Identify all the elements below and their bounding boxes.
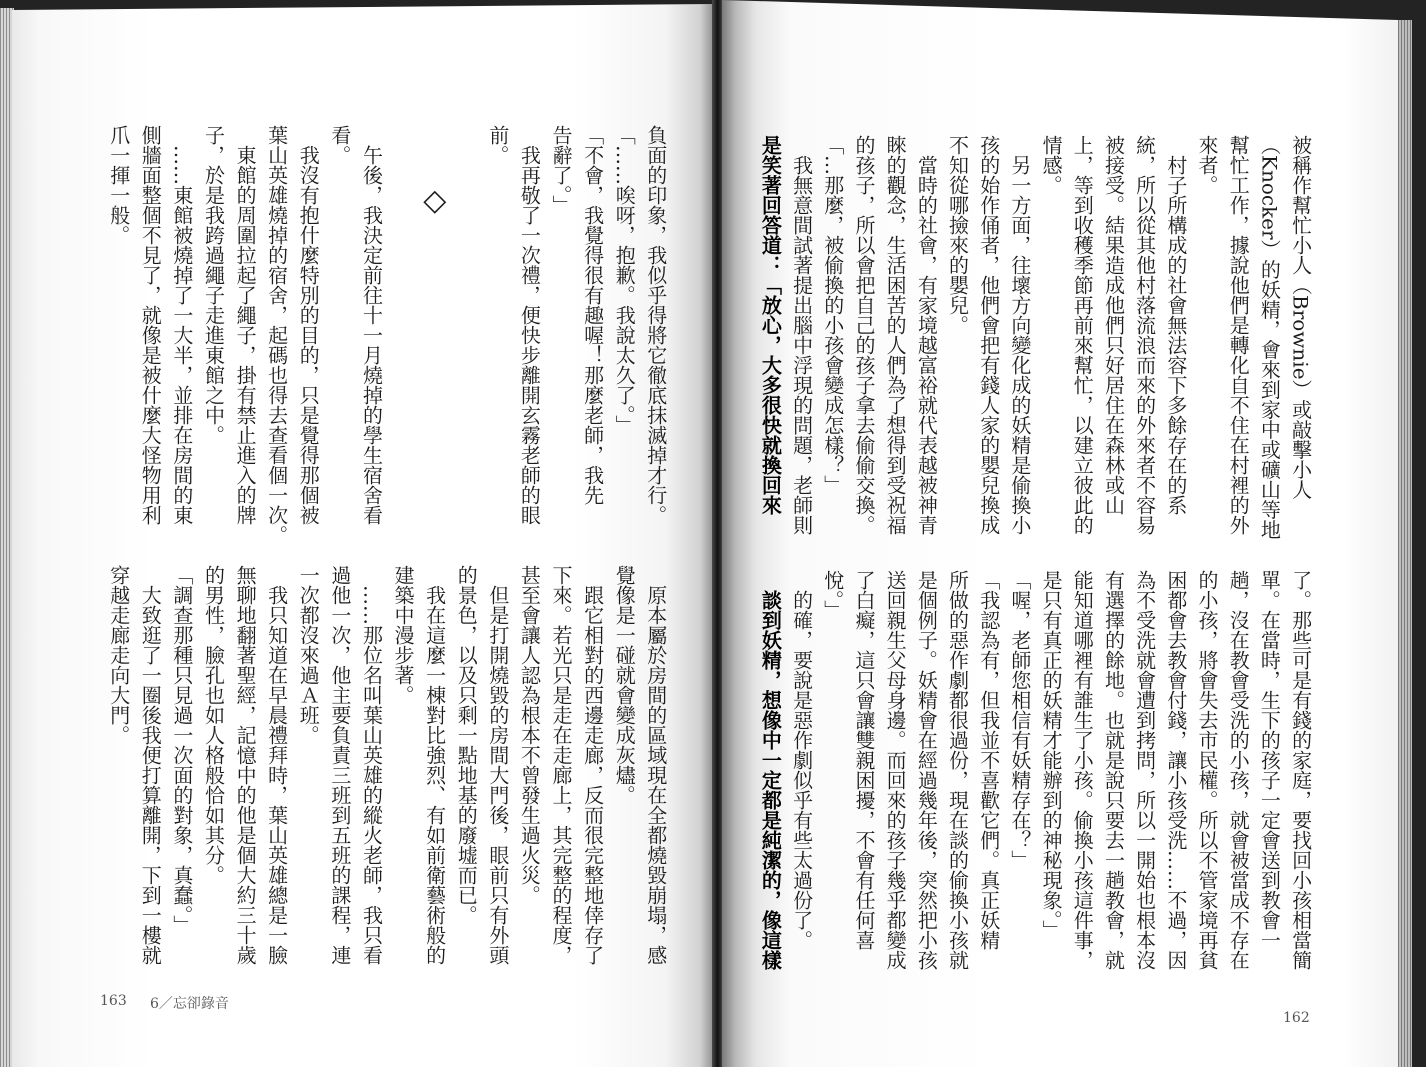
text-column: 談到妖精，想像中一定都是純潔的，像這樣 [758,590,783,970]
text-column: 我無意間試著提出腦中浮現的問題，老師則 [789,155,814,535]
text-column: 情感。 [1039,135,1064,195]
text-column: 的男性，臉孔也如人格般恰如其分。 [201,565,226,885]
text-column: 悅。」 [820,570,845,620]
text-column: 葉山英雄燒掉的宿舍，起碼也得去查看個一次。 [264,125,289,545]
page-number-left: 163 [100,993,127,1009]
text-column: 無聊地翻著聖經，記憶中的他是個大約三十歲 [233,565,258,965]
text-column: 當時的社會，有家境越富裕就代表越被神青 [914,155,939,535]
right-page-lower-text [754,570,1316,990]
text-column: 東館的周圍拉起了繩子，掛有禁止進入的牌 [233,145,258,525]
text-column: 的小孩，將會失去市民權。所以不管家境再貧 [1195,570,1220,970]
text-column: 大致逛了一圈後我便打算離開，下到一樓就 [138,585,163,965]
text-column: 穿越走廊走向大門。 [106,565,131,745]
text-column: 「我認為有，但我並不喜歡它們。真正妖精 [976,570,1001,950]
text-column: 過他一次，他主要負責三班到五班的課程，連 [327,565,352,965]
text-column: 午後，我決定前往十一月燒掉的學生宿舍看 [359,145,384,525]
text-column: 不知從哪撿來的嬰兒。 [945,135,970,335]
left-page-lower-text [102,565,671,985]
text-column: 「不會，我覺得很有趣喔！那麼老師，我先 [580,125,605,505]
text-column: 了。那些可是有錢的家庭，要找回小孩相當簡 [1288,570,1313,970]
text-column: 上，等到收穫季節再前來幫忙，以建立彼此的 [1070,135,1095,535]
text-column: 被接受。結果造成他們只好居住在森林或山 [1101,135,1126,515]
text-column: 被稱作幫忙小人（Brownie）或敲擊小人 [1288,135,1313,500]
page-stack-edge-left [0,8,14,1067]
text-column: 側牆面整個不見了，就像是被什麼大怪物用利 [138,125,163,525]
text-column: 幫忙工作，據說他們是轉化自不住在村裡的外 [1226,135,1251,535]
text-column: 原本屬於房間的區域現在全都燒毀崩塌，感 [643,585,668,965]
text-column: 的確，要說是惡作劇似乎有些太過份了。 [789,590,814,950]
text-column: 負面的印象，我似乎得將它徹底抹滅掉才行。 [643,125,668,525]
text-column: 送回親生父母身邊。而回來的孩子幾乎都變成 [883,570,908,970]
text-column: 「…那麼，被偷換的小孩會變成怎樣？」 [820,135,845,495]
text-column: 是只有真正的妖精才能辦到的神秘現象。」 [1039,570,1064,940]
text-column: 一次都沒來過Ａ班。 [296,565,321,745]
left-page-upper-text [102,125,671,545]
text-column: 但是打開燒毀的房間大門後，眼前只有外頭 [485,585,510,965]
text-column: 我沒有抱什麼特別的目的，只是覺得那個被 [296,145,321,525]
text-column: 趟，沒在教會受洗的小孩，就會被當成不存在 [1226,570,1251,970]
text-column: 告辭了。」 [549,125,574,215]
text-column: 了白癡，這只會讓雙親困擾，不會有任何喜 [851,570,876,950]
text-column: 孩的始作俑者，他們會把有錢人家的嬰兒換成 [976,135,1001,535]
text-column: 所做的惡作劇都很過份，現在談的偷換小孩就 [945,570,970,970]
text-column: 有選擇的餘地。也就是說只要去一趟教會，就 [1101,570,1126,970]
text-column: 甚至會讓人認為根本不曾發生過火災。 [517,565,542,905]
text-column: 村子所構成的社會無法容下多餘存在的系 [1163,155,1188,515]
text-column: 統，所以從其他村落流浪而來的外來者不容易 [1132,135,1157,535]
text-column: 我只知道在早晨禮拜時，葉山英雄總是一臉 [264,585,289,965]
running-head: 6／忘卻錄音 [150,996,229,1012]
text-column: 爪一揮一般。 [106,125,131,245]
page-number-right: 162 [1283,1010,1310,1026]
text-column: 「……唉呀，抱歉。我說太久了。」 [612,125,637,435]
text-column: 下來。若光只是走在走廊上，其完整的程度， [549,565,574,965]
text-column: 前。 [485,125,510,165]
text-column: ……那位名叫葉山英雄的縱火老師，我只看 [359,585,384,965]
text-column: 單。在當時，生下的孩子一定會送到教會一 [1257,570,1282,950]
text-column: 建築中漫步著。 [391,565,416,705]
text-column: 子，於是我跨過繩子走進東館之中。 [201,125,226,445]
text-column: 「調查那種只見過一次面的對象，真蠢。」 [169,565,194,935]
text-column: 跟它相對的西邊走廊，反而很完整地倖存了 [580,585,605,965]
text-column: 來者。 [1195,135,1220,195]
text-column: 「喔，老師您相信有妖精存在？」 [1007,570,1032,870]
text-column: 看。 [327,125,352,165]
text-column: 為不受洗就會遭到拷問，所以一開始也根本沒 [1132,570,1157,970]
text-column: 能知道哪裡有誰生了小孩。偷換小孩這件事， [1070,570,1095,970]
text-column: （Knocker）的妖精，會來到家中或礦山等地 [1257,135,1282,540]
scene-break-diamond: ◇ [417,183,453,218]
right-page-upper-text [754,135,1316,555]
text-column: 另一方面，往壞方向變化成的妖精是偷換小 [1007,155,1032,535]
text-column: 我再敬了一次禮，便快步離開玄霧老師的眼 [517,145,542,525]
text-column: 是個例子。妖精會在經過幾年後，突然把小孩 [914,570,939,970]
text-column: 我在這麼一棟對比強烈、有如前衛藝術般的 [422,585,447,965]
page-stack-edge-right [1398,20,1412,1067]
text-column: 的景色，以及只剩一點地基的廢墟而已。 [454,565,479,925]
text-column: ……東館被燒掉了一大半，並排在房間的東 [169,145,194,525]
text-column: 的孩子，所以會把自己的孩子拿去偷偷交換。 [851,135,876,535]
text-column: 覺像是一碰就會變成灰燼。 [612,565,637,805]
text-column: 困都會去教會付錢，讓小孩受洗……不過，因 [1163,570,1188,970]
text-column: 是笑著回答道：「放心，大多很快就換回來 [758,135,783,515]
text-column: 睞的觀念，生活困苦的人們為了想得到受祝福 [883,135,908,535]
